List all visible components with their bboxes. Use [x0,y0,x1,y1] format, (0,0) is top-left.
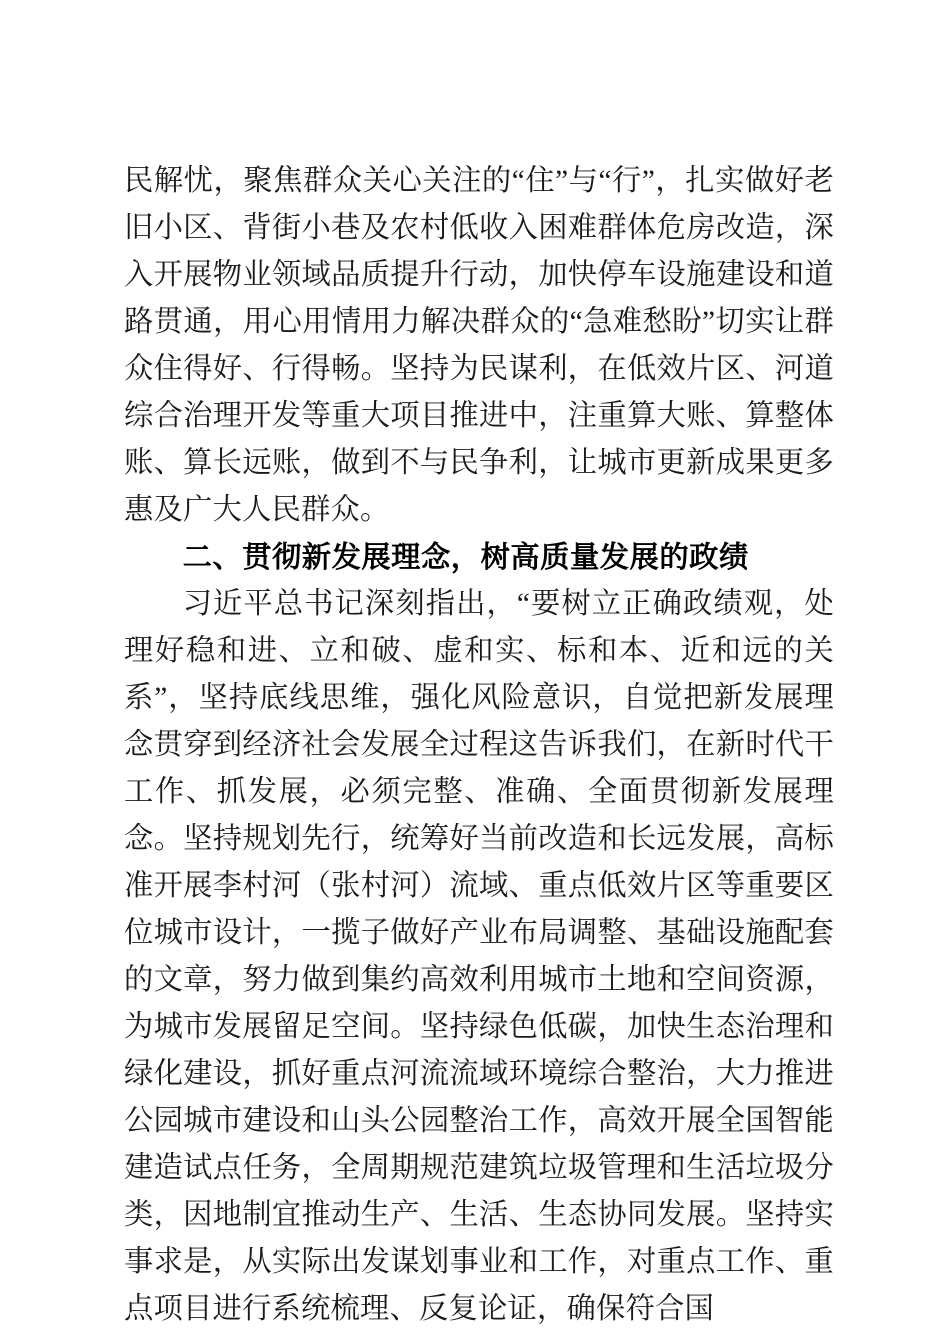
paragraph-new-development-concept: 习近平总书记深刻指出，“要树立正确政绩观，处理好稳和进、立和破、虚和实、标和本、近和远的关系”，坚持底线思维，强化风险意识，自觉把新发展理念贯穿到经济社会发展全过程这告诉我们，在新时代干工作、抓发展，必须完整、准确、全面贯彻新发展理念。坚持规划先行，统筹好当前改造和长远发展，高标准开展李村河（张村河）流域、重点低效片区等重要区位城市设计，一揽子做好产业布局调整、基础设施配套的文章，努力做到集约高效利用城市土地和空间资源，为城市发展留足空间。坚持绿色低碳，加快生态治理和绿化建设，抓好重点河流流域环境综合整治，大力推进公园城市建设和山头公园整治工作，高效开展全国智能建造试点任务，全周期规范建筑垃圾管理和生活垃圾分类，因地制宜推动生产、生活、生态协同发展。坚持实事求是，从实际出发谋划事业和工作，对重点工作、重点项目进行系统梳理、反复论证，确保符合国 [124,588,834,1325]
document-text-body [124,158,834,1333]
paragraph-continuation-urban-renewal: 民解忧，聚焦群众关心关注的“住”与“行”，扎实做好老旧小区、背街小巷及农村低收入困难群体危房改造，深入开展物业领域品质提升行动，加快停车设施建设和道路贯通，用心用情用力解决群众的“急难愁盼”切实让群众住得好、行得畅。坚持为民谋利，在低效片区、河道综合治理开发等重大项目推进中，注重算大账、算整体账、算长远账，做到不与民争利，让城市更新成果更多惠及广大人民群众。 [124,165,834,526]
section-heading-two: 二、贯彻新发展理念，树高质量发展的政绩 [182,541,749,574]
